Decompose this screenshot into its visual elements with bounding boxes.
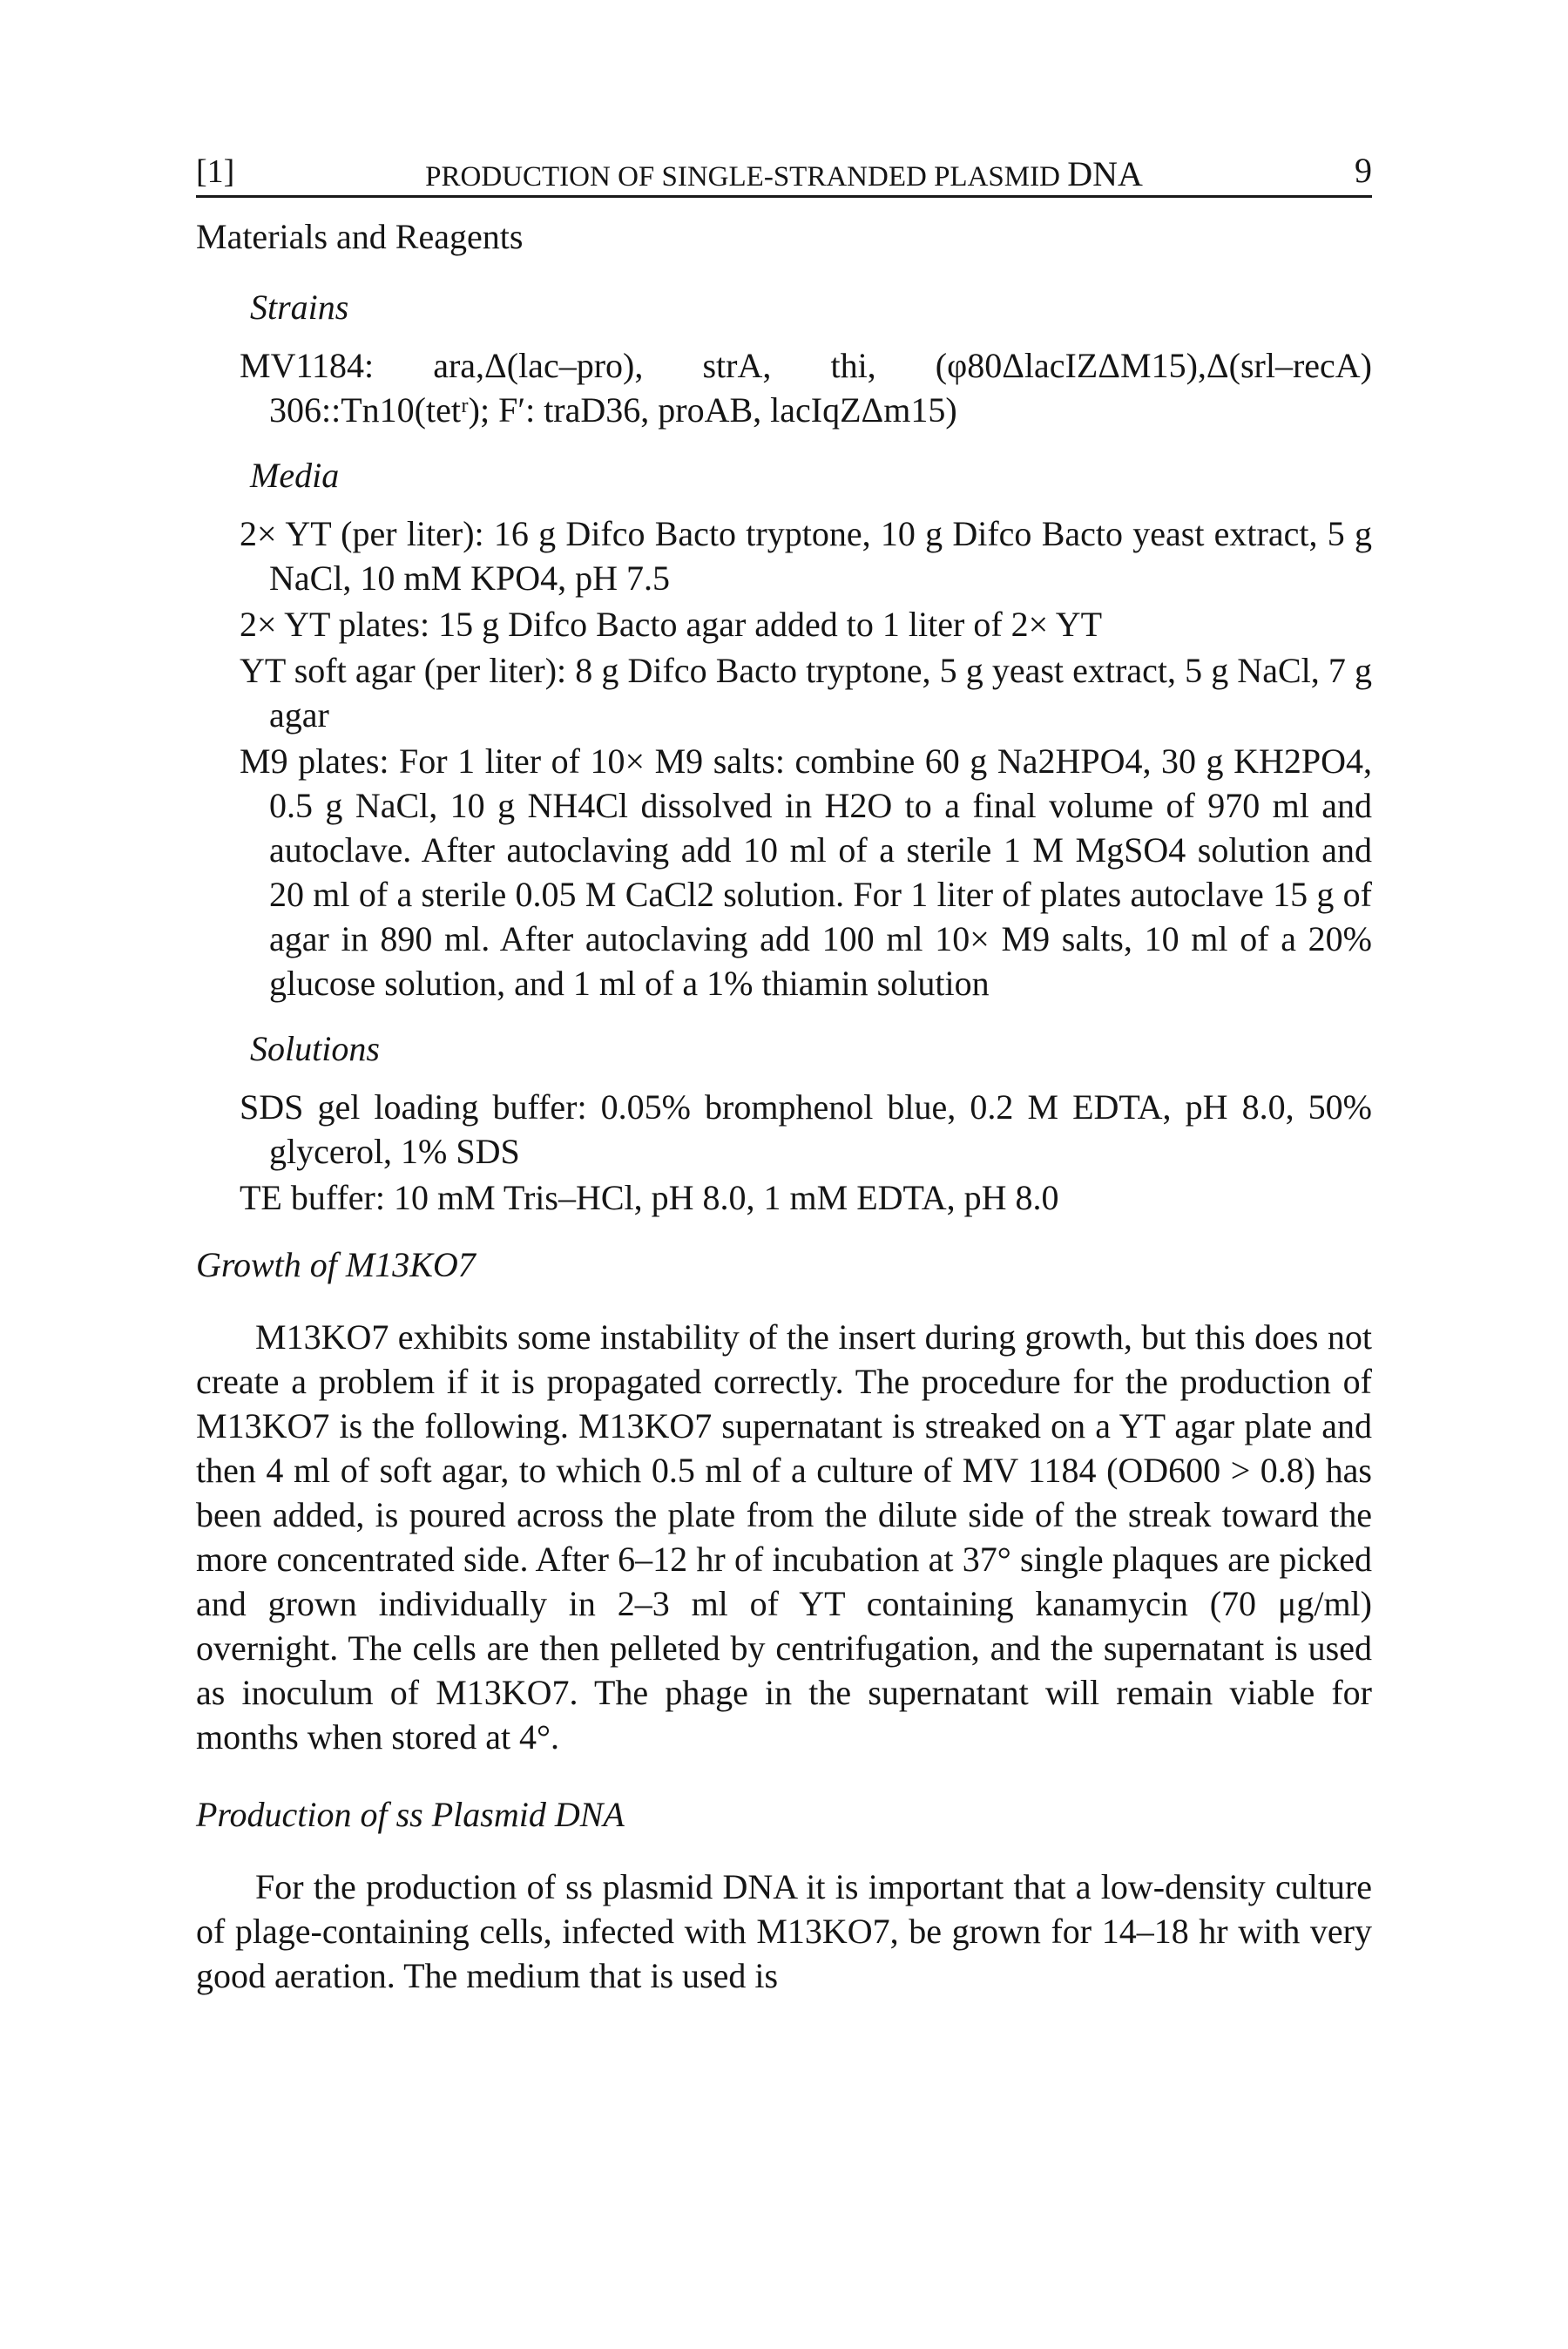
page-body [196,214,1372,2031]
growth-paragraph: M13KO7 exhibits some instability of the insert during growth, but this does not create a problem if it is propagated correctly. The procedure for the production of M13KO7 is the following. M13KO7 supernatant is streaked on a YT agar plate and then 4 ml of soft agar, to which 0.5 ml of a culture of MV 1184 (OD600 > 0.8) has been added, is poured across the plate from the dilute side of the streak toward the more concentrated side. After 6–12 hr of incubation at 37° single plaques are picked and grown individually in 2–3 ml of YT containing kanamycin (70 μg/ml) overnight. The cells are then pelleted by centrifugation, and the supernatant is used as inoculum of M13KO7. The phage in the supernatant will remain viable for months when stored at 4°. [196,1317,1372,1757]
running-title [196,152,1372,200]
page-number: 9 [1355,151,1372,190]
media-heading: Media [250,456,340,495]
solution-entry: SDS gel loading buffer: 0.05% bromphenol blue, 0.2 M EDTA, pH 8.0, 50% glycerol, 1% SDS [240,1087,1372,1171]
section-title: Materials and Reagents [196,217,524,256]
production-paragraph: For the production of ss plasmid DNA it is important that a low-density culture of plage-containing cells, infected with M13KO7, be grown for 14–18 hr with very good aeration. The medium that is used is [196,1867,1372,1995]
running-title-text: PRODUCTION OF SINGLE-STRANDED PLASMID [425,161,1060,193]
media-entry: YT soft agar (per liter): 8 g Difco Bacto tryptone, 5 g yeast extract, 5 g NaCl, 7 g agar [240,651,1372,734]
production-heading: Production of ss Plasmid DNA [196,1795,625,1834]
media-entry: M9 plates: For 1 liter of 10× M9 salts: combine 60 g Na2HPO4, 30 g KH2PO4, 0.5 g NaCl, 10 g NH4Cl dissolved in H2O to a final volume of 970 ml and autoclave. After autoclaving add 10 ml of a sterile 1 M MgSO4 solution and 20 ml of a sterile 0.05 M CaCl2 solution. For 1 liter of plates autoclave 15 g of agar in 890 ml. After autoclaving add 100 ml 10× M9 salts, 10 ml of a 20% glucose solution, and 1 ml of a 1% thiamin solution [240,741,1372,1003]
strains-heading: Strains [250,288,349,327]
media-entry: 2× YT (per liter): 16 g Difco Bacto tryptone, 10 g Difco Bacto yeast extract, 5 g NaCl, 10 mM KPO4, pH 7.5 [240,514,1372,598]
chapter-number: [1] [196,153,235,190]
running-header [196,146,1372,198]
solutions-heading: Solutions [250,1029,380,1068]
running-title-dna: DNA [1067,154,1143,193]
solution-entry: TE buffer: 10 mM Tris–HCl, pH 8.0, 1 mM EDTA, pH 8.0 [240,1178,1059,1217]
media-entry: 2× YT plates: 15 g Difco Bacto agar added to 1 liter of 2× YT [240,605,1103,644]
strain-entry: MV1184: ara,Δ(lac–pro), strA, thi, (φ80ΔlacIZΔM15),Δ(srl–recA) 306::Tn10(tetʳ); F′: traD36, proAB, lacIqZΔm15) [240,346,1372,430]
growth-heading: Growth of M13KO7 [196,1245,476,1284]
